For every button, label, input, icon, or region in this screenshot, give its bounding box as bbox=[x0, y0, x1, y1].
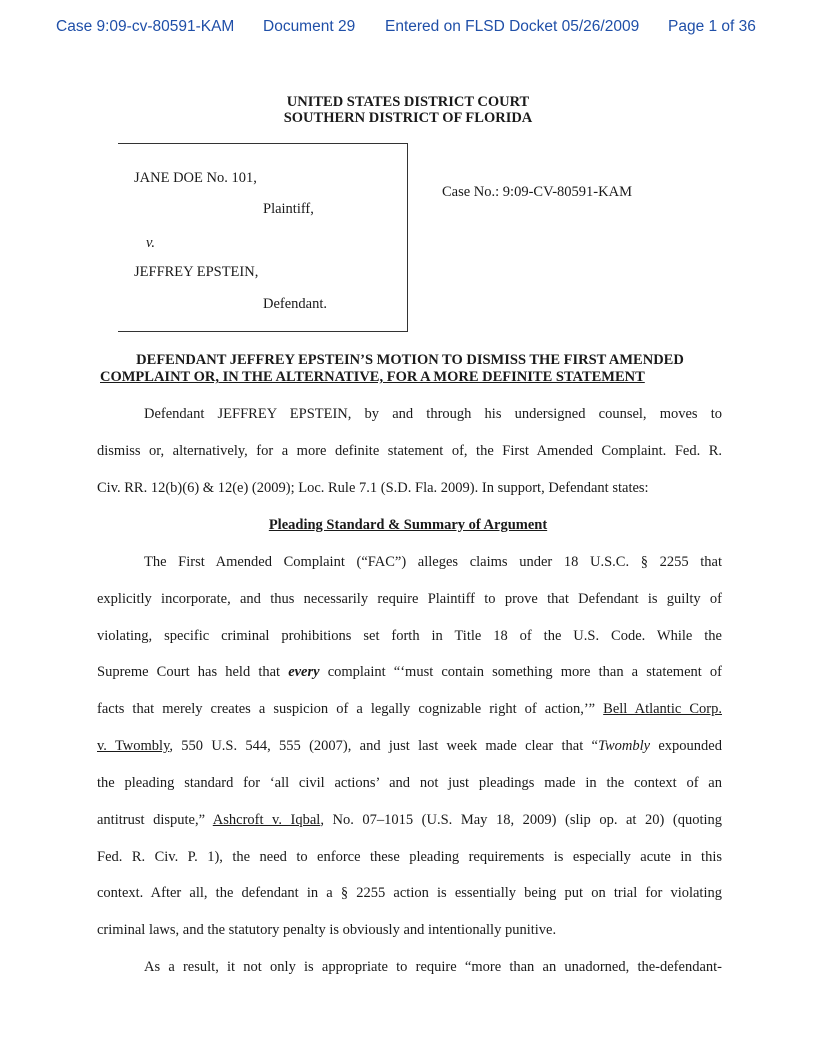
paragraph-line: context. After all, the defendant in a § 2255 action is essentially being put on trial for violating bbox=[97, 885, 722, 901]
text-run: facts that merely creates a suspicion of a legally cognizable right of action,’” bbox=[97, 701, 604, 717]
paragraph-line: explicitly incorporate, and thus necessarily require Plaintiff to prove that Defendant is guilty of bbox=[97, 591, 722, 607]
italic-twombly: Twombly bbox=[597, 738, 651, 754]
text-run: complaint “‘must contain something more than a statement of bbox=[319, 664, 722, 680]
versus: v. bbox=[146, 235, 155, 251]
text-run: , No. 07–1015 (U.S. May 18, 2009) (slip op. at 20) (quoting bbox=[320, 812, 723, 828]
paragraph-line bbox=[97, 700, 722, 718]
motion-title-line-2: COMPLAINT OR, IN THE ALTERNATIVE, FOR A MORE DEFINITE STATEMENT bbox=[100, 369, 645, 385]
paragraph-line: Fed. R. Civ. P. 1), the need to enforce these pleading requirements is especially acute in this bbox=[97, 849, 722, 865]
citation-bell-atlantic: Bell Atlantic Corp. bbox=[603, 701, 722, 717]
defendant-name: JEFFREY EPSTEIN, bbox=[134, 264, 259, 280]
plaintiff-name: JANE DOE No. 101, bbox=[134, 170, 257, 186]
defendant-role: Defendant. bbox=[263, 296, 328, 312]
paragraph-line: the pleading standard for ‘all civil actions’ and not just pleadings made in the context of an bbox=[97, 775, 722, 791]
case-number: Case No.: 9:09-CV-80591-KAM bbox=[442, 184, 632, 200]
court-line-2: SOUTHERN DISTRICT OF FLORIDA bbox=[283, 110, 533, 126]
section-heading: Pleading Standard & Summary of Argument bbox=[268, 517, 548, 533]
text-run: , 550 U.S. 544, 555 (2007), and just last week made clear that “ bbox=[169, 738, 598, 754]
court-line-1: UNITED STATES DISTRICT COURT bbox=[286, 94, 530, 110]
paragraph-line: As a result, it not only is appropriate to require “more than an unadorned, the-defendant- bbox=[144, 959, 722, 975]
text-run: antitrust dispute,” bbox=[97, 812, 213, 828]
text-run: Supreme Court has held that bbox=[97, 664, 289, 680]
paragraph-line bbox=[97, 663, 722, 681]
motion-title bbox=[100, 352, 720, 386]
court-name bbox=[0, 94, 816, 126]
intro-line: Civ. RR. 12(b)(6) & 12(e) (2009); Loc. Rule 7.1 (S.D. Fla. 2009). In support, Defendant states: bbox=[97, 480, 649, 496]
header-page-count: Page 1 of 36 bbox=[668, 18, 756, 35]
intro-line: dismiss or, alternatively, for a more definite statement of, the First Amended Complaint. Fed. R. bbox=[97, 443, 722, 459]
paragraph-line: violating, specific criminal prohibitions set forth in Title 18 of the U.S. Code. While the bbox=[97, 628, 722, 644]
text-run: expounded bbox=[650, 738, 722, 754]
docket-header bbox=[0, 18, 816, 38]
paragraph-line bbox=[97, 811, 722, 829]
plaintiff-role: Plaintiff, bbox=[263, 201, 314, 217]
emphasis-every: every bbox=[288, 664, 320, 680]
paragraph-line bbox=[97, 737, 722, 755]
citation-twombly: v. Twombly bbox=[97, 738, 170, 754]
intro-line: Defendant JEFFREY EPSTEIN, by and through his undersigned counsel, moves to bbox=[144, 406, 722, 422]
paragraph-line: The First Amended Complaint (“FAC”) alleges claims under 18 U.S.C. § 2255 that bbox=[144, 554, 722, 570]
paragraph-line: criminal laws, and the statutory penalty is obviously and intentionally punitive. bbox=[97, 922, 557, 938]
header-entered-date: Entered on FLSD Docket 05/26/2009 bbox=[385, 18, 640, 35]
motion-title-line-1: DEFENDANT JEFFREY EPSTEIN’S MOTION TO DISMISS THE FIRST AMENDED bbox=[136, 352, 684, 368]
header-case-number: Case 9:09-cv-80591-KAM bbox=[56, 18, 235, 35]
header-document-number: Document 29 bbox=[263, 18, 356, 35]
citation-iqbal: Ashcroft v. Iqbal bbox=[212, 812, 321, 828]
